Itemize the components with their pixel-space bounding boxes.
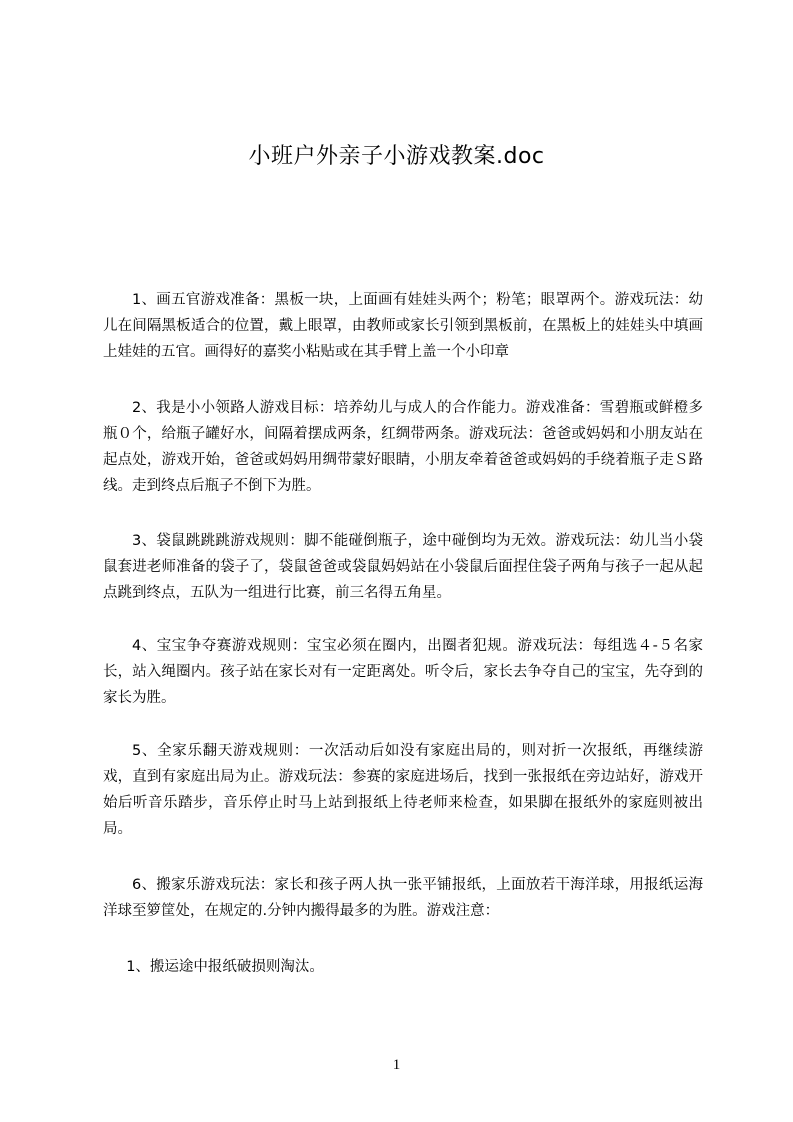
paragraph-2: 2、我是小小领路人游戏目标：培养幼儿与成人的合作能力。游戏准备：雪碧瓶或鲜橙多瓶０个，给瓶子罐好水，间隔着摆成两条，红绸带两条。游戏玩法：爸爸或妈妈和小朋友站在起点处，游戏开始，爸爸或妈妈用绸带蒙好眼睛，小朋友牵着爸爸或妈妈的手绕着瓶子走Ｓ路线。走到终点后瓶子不倒下为胜。 — [103, 400, 703, 494]
page-number: 1 — [392, 1057, 401, 1073]
paragraph-1: 1、画五官游戏准备：黑板一块，上面画有娃娃头两个；粉笔；眼罩两个。游戏玩法：幼儿在间隔黑板适合的位置，戴上眼罩，由教师或家长引领到黑板前，在黑板上的娃娃头中填画上娃娃的五官。画得好的嘉奖小粘贴或在其手臂上盖一个小印章 — [103, 292, 703, 360]
paragraph-3: 3、袋鼠跳跳跳游戏规则：脚不能碰倒瓶子，途中碰倒均为无效。游戏玩法：幼儿当小袋鼠套进老师准备的袋子了，袋鼠爸爸或袋鼠妈妈站在小袋鼠后面捏住袋子两角与孩子一起从起点跳到终点，五队为一组进行比赛，前三名得五角星。 — [103, 533, 703, 601]
document-title: 小班户外亲子小游戏教案.doc — [248, 144, 545, 169]
paragraph-4: 4、宝宝争夺赛游戏规则：宝宝必须在圈内，出圈者犯规。游戏玩法：每组选４-５名家长，站入绳圈内。孩子站在家长对有一定距离处。听令后，家长去争夺自己的宝宝，先夺到的家长为胜。 — [103, 638, 703, 706]
paragraph-5: 5、全家乐翻天游戏规则：一次活动后如没有家庭出局的，则对折一次报纸，再继续游戏，直到有家庭出局为止。游戏玩法：参赛的家庭进场后，找到一张报纸在旁边站好，游戏开始后听音乐踏步，音乐停止时马上站到报纸上待老师来检查，如果脚在报纸外的家庭则被出局。 — [103, 743, 703, 837]
paragraph-6: 6、搬家乐游戏玩法：家长和孩子两人执一张平铺报纸，上面放若干海洋球，用报纸运海洋球至箩筐处，在规定的.分钟内搬得最多的为胜。游戏注意： — [103, 877, 703, 919]
paragraph-7: 1、搬运途中报纸破损则淘汰。 — [126, 959, 324, 975]
